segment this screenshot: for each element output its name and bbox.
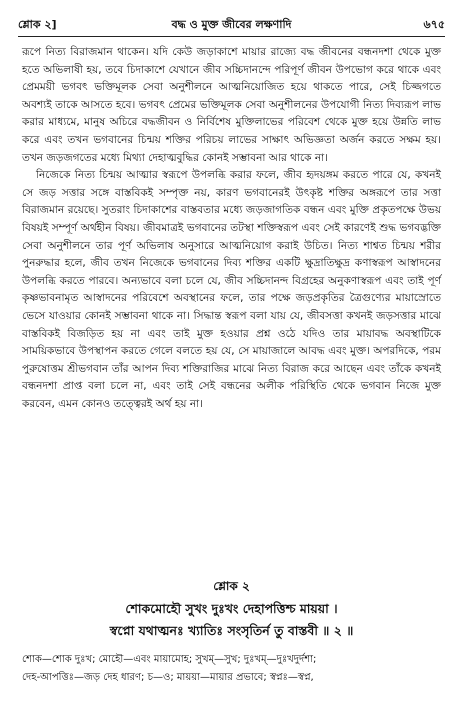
verse-line-1: শোকমোহৌ সুখং দুঃখং দেহাপত্তিশ্চ মায়য়া । — [125, 601, 338, 616]
word-for-word-glossary — [22, 651, 441, 687]
glossary-line-2: দেহ-আপত্তিঃ—জড় দেহ ধারণ; চ—ও; মায়য়া—মায়ার প্রভাবে; স্বপ্নঃ—স্বপ্ন, — [22, 672, 314, 683]
verse-text — [18, 598, 445, 642]
purport-text — [22, 44, 441, 413]
verse-title: শ্লোক ২ — [213, 579, 250, 593]
paragraph-1: রূপে নিত্য বিরাজমান থাকেন। যদি কেউ জড়াকাশে মায়ার রাজ্যে বদ্ধ জীবনের বন্ধনদশা থেকে মুক্ত হতে অভিলাষী হয়, তবে চিদাকাশে যেখানে জীব সচ্চিদানন্দে পরিপূর্ণ জীবন উপভোগ করে থাকে এবং প্রেমময়ী ভগবৎ ভক্তিমূলক সেবা অনুশীলনে আত্মনিয়োজিত হয়ে থাকতে পারে, সেই চিজ্জগতে অবশ্যই তাকে আসতে হবে। ভগবৎ প্রেমের ভক্তিমূলক সেবা অনুশীলনের উপযোগী নিত্য দিব্যরূপ লাভ করার মাধ্যমে, মানুষ অচিরে বদ্ধজীবন ও নির্বিশেষ মুক্তিলাভের পরিবেশ থেকে মুক্ত হয়ে উন্নতি লাভ করে এবং তখন ভগবানের চিন্ময় শক্তির পরিচয় লাভের সাক্ষাৎ অভিজ্ঞতা অর্জন করতে সক্ষম হয়। তখন জড়জগতের মধ্যে মিথ্যা দেহাত্মবুদ্ধির কোনই সম্ভাবনা আর থাকে না। — [22, 46, 441, 164]
page-header — [18, 16, 445, 34]
glossary-line-1: শোক—শোক দুঃখ; মোহৌ—এবং মায়ামোহ; সুখম্—সুখ; দুঃখম্—দুঃখদুর্দশা; — [22, 654, 317, 665]
header-verse-ref: শ্লোক ২] — [18, 18, 57, 31]
header-chapter-title: বদ্ধ ও মুক্ত জীবের লক্ষণাদি — [171, 18, 292, 31]
header-page-number: ৬৭৫ — [423, 18, 445, 31]
header-divider — [18, 36, 445, 37]
paragraph-2: নিজেকে নিত্য চিন্ময় আত্মার স্বরূপে উপলব্ধি করার ফলে, জীব হৃদয়ঙ্গম করতে পারে যে, কখনই সে জড় সত্তার সঙ্গে বাস্তবিকই সম্পৃক্ত নয়, কারণ ভগবানেরই উৎকৃষ্ট শক্তির অঙ্গরূপে তার সত্তা বিরাজমান রয়েছে। সুতরাং চিদাকাশের বাস্তবতার মধ্যে জড়জাগতিক বন্ধন এবং মুক্তি প্রকৃতপক্ষে উভয় বিষয়ই সম্পূর্ণ অর্থহীন বিষয়। জীবমাত্রই ভগবানের তটস্থা শক্তিস্বরূপ এবং সেই কারণেই শুদ্ধ ভগবদ্ভক্তি সেবা অনুশীলনে তার পূর্ণ অভিলাষ অনুসারে আত্মনিয়োগ করাই উচিত। নিত্য শাশ্বত চিন্ময় শরীর পুনরুদ্ধার হলে, জীব তখন নিজেকে ভগবানের দিব্য শক্তির একটি ক্ষুদ্রাতিক্ষুদ্র কণাস্বরূপ আস্বাদনের উপলব্ধি করতে পারবে। অন্যভাবে বলা চলে যে, জীব সচ্চিদানন্দ বিগ্রহের অনুকণাস্বরূপ এবং তাই পূর্ণ কৃষ্ণভাবনামৃত আস্বাদনের পরিবেশে অবস্থানের ফলে, তার পক্ষে জড়প্রকৃতির ত্রৈগুণ্যের মায়াস্রোতে ভেসে যাওয়ার কোনই সম্ভাবনা থাকে না। সিদ্ধান্ত স্বরূপ বলা যায় যে, জীবসত্তা কখনই জড়সত্তার মাঝে বাস্তবিকই বিজড়িত হয় না এবং তাই মুক্ত হওয়ার প্রশ্ন ওঠে যদিও তার মায়াবদ্ধ অবস্থাটিকে সাময়িকভাবে উপস্থাপন করতে গেলে বলতে হয় যে, সে মায়াজালে আবদ্ধ এবং মুক্ত। অপরদিকে, পরম পুরুষোত্তম শ্রীভগবান তাঁর আপন দিব্য শক্তিরাজির মাঝে নিত্য বিরাজ করে আছেন এবং তাঁকে কখনই বন্ধনদশা প্রাপ্ত বলা চলে না, এবং তাই সেই বন্ধনের অলীক পরিস্থিতি থেকে ভগবান নিজে মুক্ত করবেন, এমন কোনও তত্ত্বেরই অর্থ হয় না। — [22, 169, 441, 410]
verse-line-2: স্বপ্নো যথাত্মনঃ খ্যাতিঃ সংসৃতির্ন তু বাস্তবী ॥ ২ ॥ — [109, 623, 354, 638]
